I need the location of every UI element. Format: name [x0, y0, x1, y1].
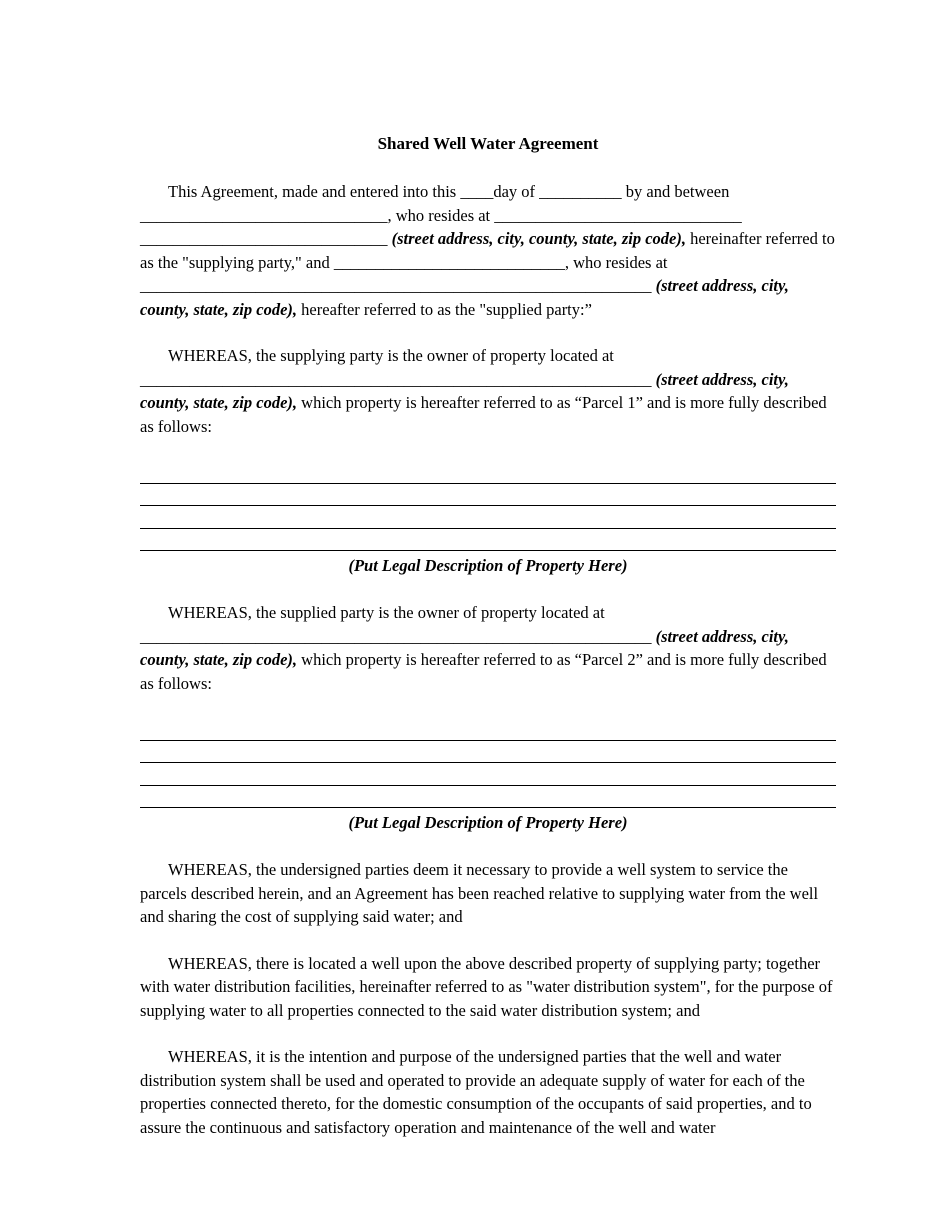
whereas-well-located-paragraph: WHEREAS, there is located a well upon the above described property of supplying party; together with water distribution facilities, hereinafter referred to as "water distribution system", for the purpose of supplying water to all properties connected to the said water distribution system; and	[140, 953, 833, 1020]
text-run: which property is hereafter referred to as “Parcel 2” and is more fully described as follows:	[140, 650, 827, 693]
ruled-blank-line	[140, 741, 836, 764]
whereas-supplying-party-paragraph	[140, 344, 836, 438]
legal-description-caption: (Put Legal Description of Property Here)	[348, 813, 628, 832]
address-format-note: (street address, city, county, state, zip code),	[140, 369, 789, 412]
address-format-note: (street address, city, county, state, zip code),	[140, 276, 789, 319]
opening-paragraph	[140, 180, 836, 321]
ruled-blank-line	[140, 718, 836, 741]
document-title: Shared Well Water Agreement	[377, 134, 599, 153]
address-format-note: (street address, city, county, state, zip code),	[391, 229, 686, 248]
address-format-note: (street address, city, county, state, zip code),	[140, 626, 789, 669]
text-run: hereinafter referred to as the "supplying party," and ____________________________, who resides at ______________________________________________________________	[140, 229, 835, 295]
whereas-well-system-paragraph: WHEREAS, the undersigned parties deem it necessary to provide a well system to service the parcels described herein, and an Agreement has been reached relative to supplying water from the well and sharing the cost of supplying said water; and	[140, 860, 819, 926]
ruled-blank-line	[140, 461, 836, 484]
ruled-blank-line	[140, 763, 836, 786]
ruled-blank-line	[140, 529, 836, 552]
whereas-intention-paragraph: WHEREAS, it is the intention and purpose of the undersigned parties that the well and water distribution system shall be used and operated to provide an adequate supply of water for each of the properties connected thereto, for the domestic consumption of the occupants of said properties, and to assure the continuous and satisfactory operation and maintenance of the well and water	[140, 1047, 812, 1137]
ruled-blank-line	[140, 484, 836, 507]
text-run: hereafter referred to as the "supplied party:”	[297, 299, 592, 319]
whereas-supplied-party-paragraph	[140, 601, 836, 695]
legal-description-caption: (Put Legal Description of Property Here)	[348, 556, 628, 575]
legal-description-lines-parcel-2	[140, 718, 836, 808]
text-run: WHEREAS, the supplied party is the owner of property located at ______________________________________________________________	[140, 603, 656, 646]
text-run: WHEREAS, the supplying party is the owner of property located at ______________________________________________________________	[140, 346, 656, 389]
text-run: which property is hereafter referred to as “Parcel 1” and is more fully described as follows:	[140, 393, 827, 436]
legal-description-lines-parcel-1	[140, 461, 836, 551]
text-run: This Agreement, made and entered into this ____day of __________ by and between ______________________________, who resides at ______________________________ ______________________________	[140, 182, 742, 248]
ruled-blank-line	[140, 506, 836, 529]
ruled-blank-line	[140, 786, 836, 809]
